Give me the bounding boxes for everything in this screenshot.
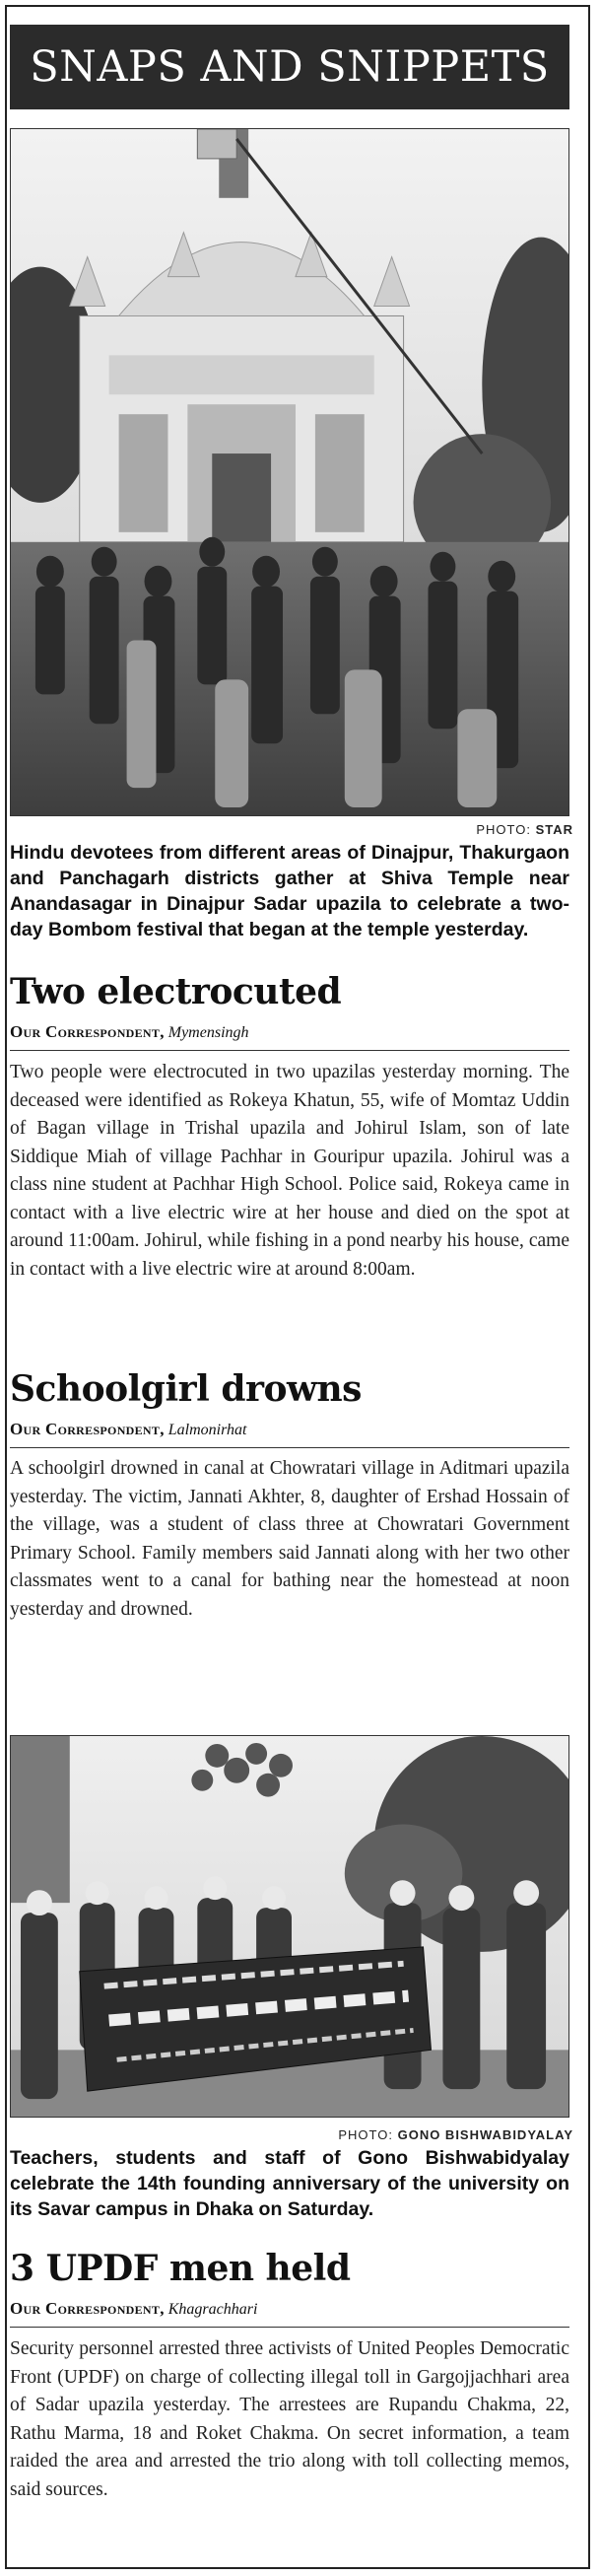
section-banner: SNAPS AND SNIPPETS xyxy=(10,25,569,109)
photo-caption: Teachers, students and staff of Gono Bishwabidyalay celebrate the 14th founding anniversary of the university on its Savar campus in Dhaka on Saturday. xyxy=(10,2147,569,2220)
story-body: Security personnel arrested three activists of United Peoples Democratic Front (UPDF) on charge of collecting illegal toll in Gargojjachhari area of Sadar upazila yesterday. The arrestees are Rupandu Chakma, 22, Rathu Marma, 18 and Roket Chakma. On secret information, a team raided the area and arrested the trio along with toll collecting memos, said sources. xyxy=(10,2338,569,2500)
byline: Our Correspondent, Mymensingh xyxy=(10,1022,569,1051)
byline: Our Correspondent, Khagrachhari xyxy=(10,2299,569,2328)
photo-caption: Hindu devotees from different areas of Dinajpur, Thakurgaon and Panchagarh districts gather at Shiva Temple near Anandasagar in Dinajpur Sadar upazila to celebrate a two-day Bombom festival that began at the temple yesterday. xyxy=(10,842,569,940)
rally-photo-illustration xyxy=(11,1736,568,2117)
story-headline: Schoolgirl drowns xyxy=(10,1368,362,1410)
story-headline: 3 UPDF men held xyxy=(10,2248,351,2289)
temple-photo-illustration xyxy=(11,129,568,815)
byline: Our Correspondent, Lalmonirhat xyxy=(10,1420,569,1448)
photo-credit: PHOTO: GONO BISHWABIDYALAY xyxy=(338,2127,573,2142)
story-headline: Two electrocuted xyxy=(10,971,342,1012)
temple-crowd-photo xyxy=(10,128,569,816)
university-rally-photo xyxy=(10,1735,569,2118)
story-body: Two people were electrocuted in two upazilas yesterday morning. The deceased were identified as Rokeya Khatun, 55, wife of Momtaz Uddin of Bagan village in Trishal upazila and Johirul Islam, son of late Siddique Miah of village Pachhar in Gouripur upazila. Johirul was a class nine student at Pachhar High School. Police said, Rokeya came in contact with a live electric wire at her house and died on the spot at around 11:00am. Johirul, while fishing in a pond nearby his house, came in contact with a live electric wire at around 8:00am. xyxy=(10,1062,569,1280)
story-body: A schoolgirl drowned in canal at Chowratari village in Aditmari upazila yesterday. The victim, Jannati Akhter, 8, daughter of Ershad Hossain of the village, was a student of class three at Chowratari Government Primary School. Family members said Jannati along with her two other classmates went to a canal for bathing near the homestead at noon yesterday and drowned. xyxy=(10,1458,569,1620)
photo-credit: PHOTO: STAR xyxy=(476,822,573,837)
